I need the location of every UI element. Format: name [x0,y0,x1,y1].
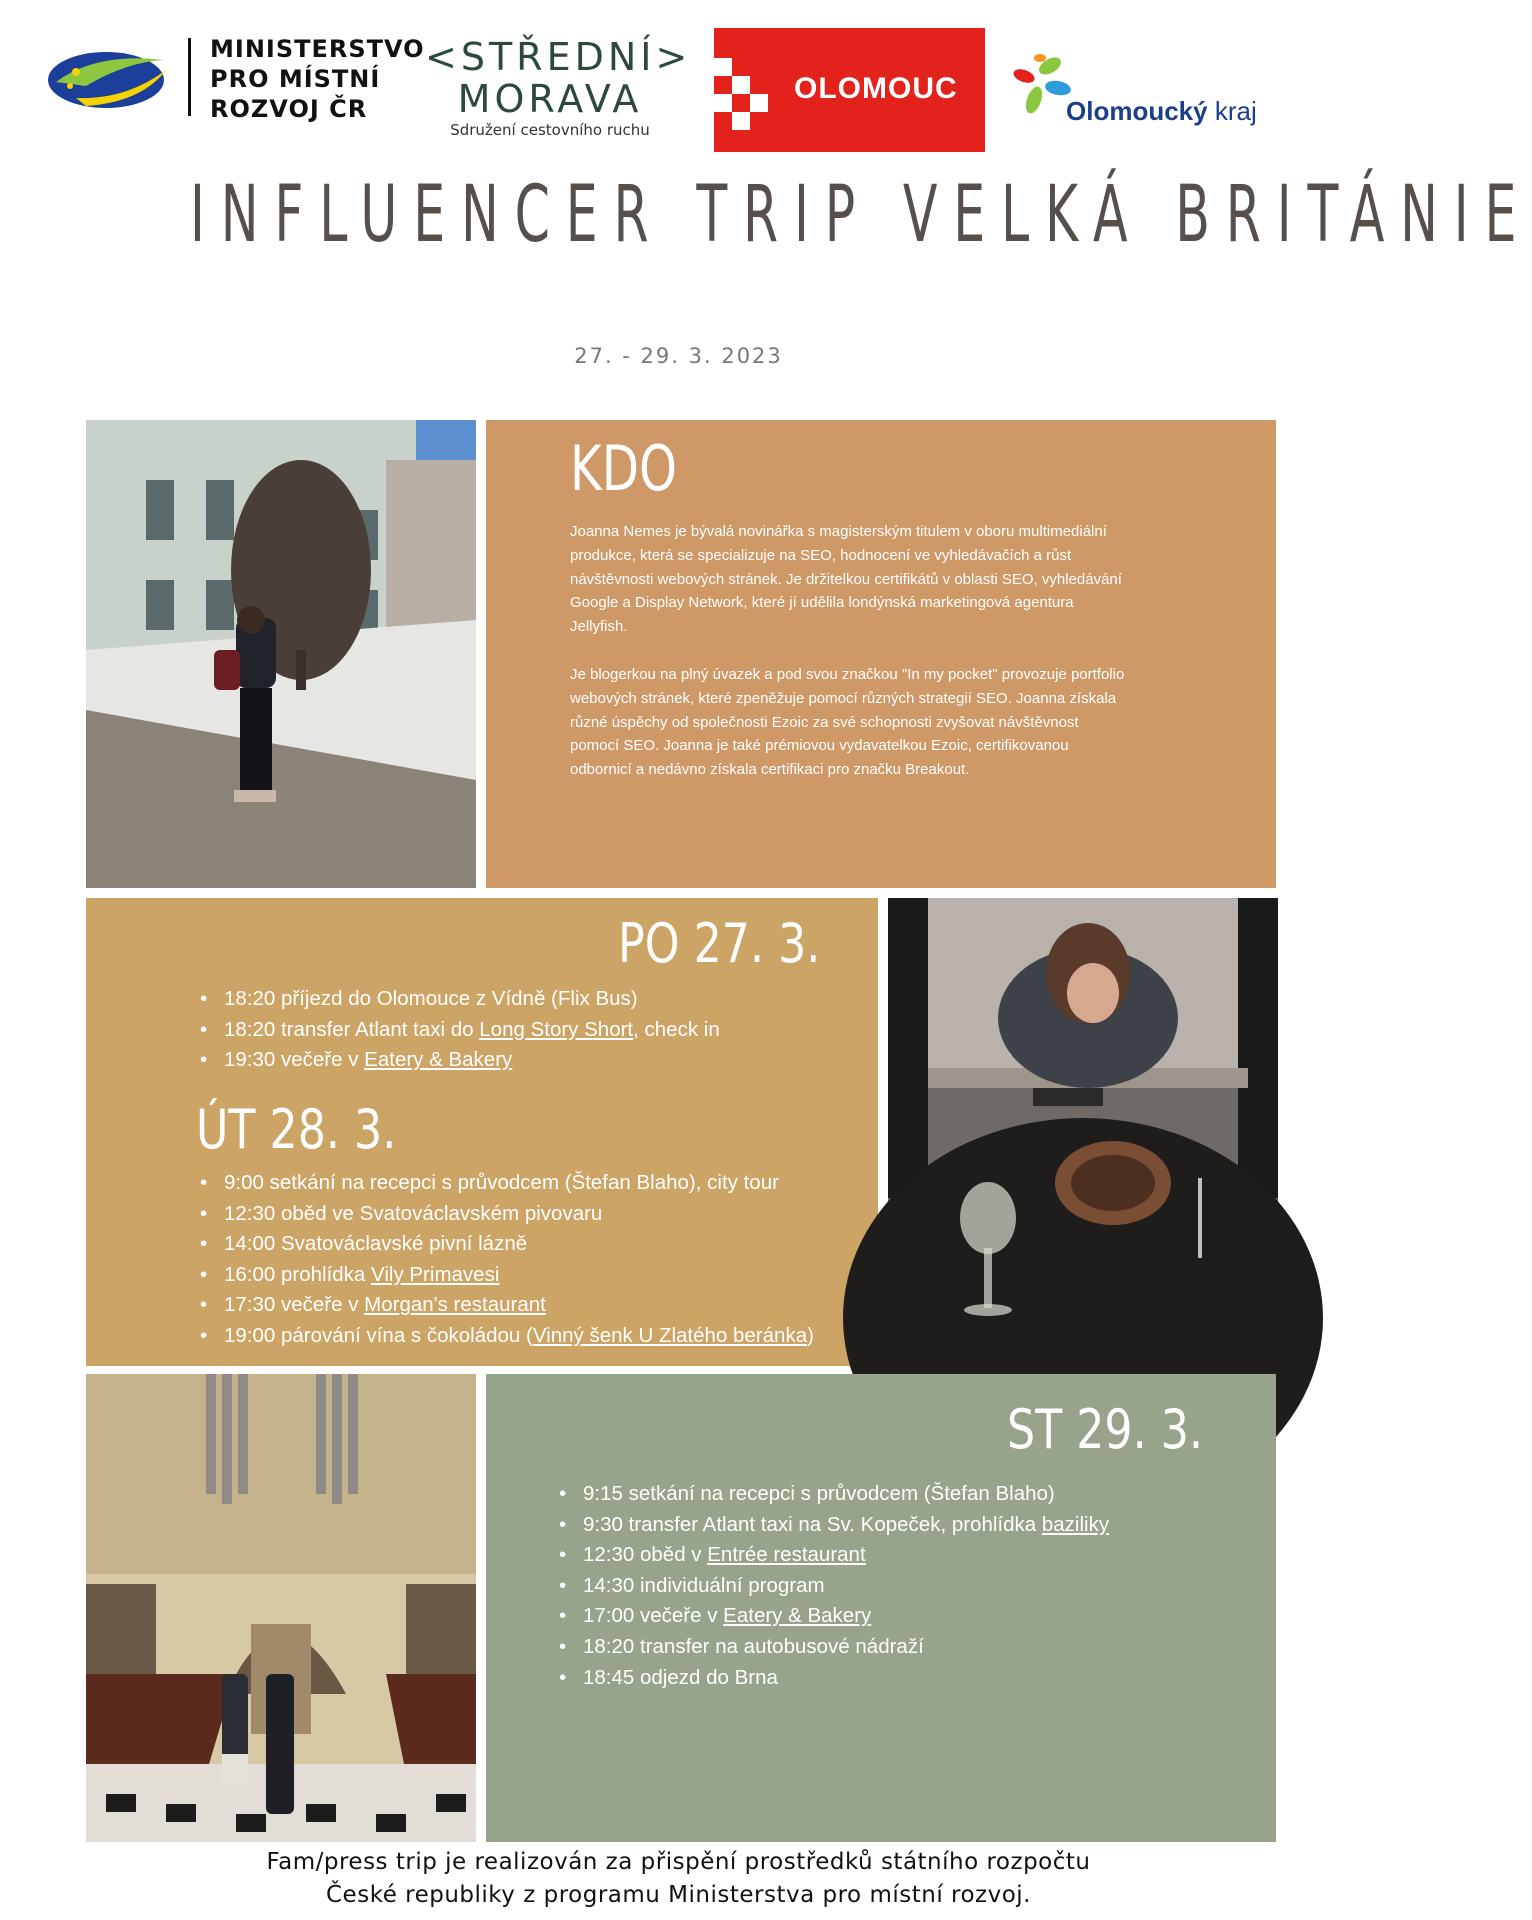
stredni-morava-subtitle: Sdružení cestovního ruchu [450,121,650,139]
schedule-item-text: 19:00 párování vína s čokoládou ( [224,1323,533,1347]
schedule-item [196,1229,814,1260]
kdo-paragraph-1: Joanna Nemes je bývalá novinářka s magisterským titulem v oboru multimediální produkce, která se specializuje na SEO, hodnocení ve vyhledávačích a růst návštěvnosti webových stránek. Je držitelkou certifikátů v oblasti SEO, vyhledávání Google a Display Network, které jí udělila londýnská marketingová agentura Jellyfish. [570,523,1122,636]
schedule-item-text: 14:30 individuální program [583,1573,825,1597]
schedule-item [555,1540,1109,1571]
mmr-line-1: MINISTERSTVO [210,35,425,63]
schedule-item-text: 16:00 prohlídka [224,1262,372,1286]
link-vily-primavesi[interactable]: Vily Primavesi [371,1262,500,1286]
schedule-item [555,1632,1109,1663]
olomoucky-kraj-text [1066,96,1257,127]
schedule-item-text-after: ) [807,1323,814,1347]
stredni-morava-line-1: <STŘEDNÍ> [425,35,692,79]
photo-basilica [86,1374,476,1842]
link-eatery-bakery[interactable]: Eatery & Bakery [723,1604,872,1628]
kdo-description [570,520,1130,806]
olomouc-checker-icon [714,28,774,152]
mmr-divider [188,38,191,116]
schedule-item [196,1321,814,1352]
schedule-item [196,1045,720,1076]
mmr-logo [46,42,172,114]
stredni-morava-line-2: MORAVA [457,77,643,121]
olomoucky-kraj-logo [1010,52,1072,124]
schedule-item [555,1601,1109,1632]
page-title: INFLUENCER TRIP VELKÁ BRITÁNIE [189,170,1532,260]
schedule-item-text: 17:30 večeře v [224,1293,365,1317]
schedule-st [555,1479,1109,1693]
schedule-item-text: 18:20 příjezd do Olomouce z Vídně (Flix Bus) [224,987,638,1010]
link-baziliky[interactable]: baziliky [1041,1512,1110,1536]
link-vinny-senk[interactable]: Vinný šenk U Zlatého beránka [532,1323,808,1347]
schedule-item [555,1479,1109,1510]
schedule-item-text: 17:00 večeře v [583,1604,724,1628]
schedule-item-text: 9:15 setkání na recepci s průvodcem (Štefan Blaho) [583,1482,1055,1505]
stredni-morava-logo [425,35,692,140]
flower-icon [1010,52,1072,124]
day-heading-st: ST 29. 3. [1007,1398,1203,1461]
olomoucky-kraj-light: kraj [1214,96,1257,126]
schedule-ut [196,1168,814,1352]
mmr-line-3: ROZVOJ ČR [210,95,368,123]
olomouc-logo-text: OLOMOUC [794,72,958,105]
funding-footer [0,1846,1357,1912]
schedule-item [196,1015,720,1046]
schedule-item-text: 9:00 setkání na recepci s průvodcem (Štefan Blaho), city tour [224,1171,779,1194]
schedule-item-text: 14:00 Svatováclavské pivní lázně [224,1232,528,1256]
schedule-item-text: 19:30 večeře v [224,1048,365,1072]
footer-line-2: České republiky z programu Ministerstva pro místní rozvoj. [326,1882,1031,1908]
schedule-item [555,1571,1109,1602]
schedule-item [196,984,720,1015]
footer-line-1: Fam/press trip je realizován za přispění prostředků státního rozpočtu [266,1849,1091,1875]
link-morgans-restaurant[interactable]: Morgan's restaurant [364,1293,546,1317]
link-entree-restaurant[interactable]: Entrée restaurant [707,1543,866,1567]
kdo-paragraph-2: Je blogerkou na plný úvazek a pod svou značkou "In my pocket" provozuje portfolio webových stránek, které zpeněžuje pomocí různých strategií SEO. Joanna získala různé úspěchy od společnosti Ezoic za své schopnosti zvyšovat návštěvnost pomocí SEO. Joanna je také prémiovou vydavatelkou Ezoic, certifikovanou odbornicí a nedávno získala certifikaci pro značku Breakout. [570,665,1125,779]
olomoucky-kraj-bold: Olomoucký [1066,96,1208,126]
date-range: 27. - 29. 3. 2023 [574,344,783,368]
schedule-item-text: 18:20 transfer Atlant taxi do [224,1017,480,1041]
schedule-item-text: 18:45 odjezd do Brna [583,1665,778,1689]
mmr-line-2: PRO MÍSTNÍ [210,65,381,93]
link-eatery-bakery[interactable]: Eatery & Bakery [364,1048,513,1072]
kdo-heading: KDO [570,432,678,505]
mmr-logo-text [210,34,425,124]
schedule-item-text: 12:30 oběd ve Svatováclavském pivovaru [224,1201,603,1225]
schedule-item-text: 9:30 transfer Atlant taxi na Sv. Kopeček, prohlídka [583,1512,1042,1536]
schedule-item [196,1168,814,1199]
schedule-item [555,1510,1109,1541]
photo-courtyard [86,420,476,888]
schedule-item [555,1663,1109,1694]
schedule-item-text: 12:30 oběd v [583,1543,708,1567]
photo-restaurant [888,898,1278,1366]
day-heading-po: PO 27. 3. [618,912,821,975]
day-heading-ut: ÚT 28. 3. [196,1098,397,1161]
schedule-po [196,984,720,1076]
schedule-item-text-after: , check in [633,1017,720,1041]
schedule-item [196,1199,814,1230]
link-long-story-short[interactable]: Long Story Short [479,1017,634,1041]
schedule-item [196,1260,814,1291]
schedule-item-text: 18:20 transfer na autobusové nádraží [583,1634,924,1658]
schedule-item [196,1290,814,1321]
mmr-emblem-icon [46,42,172,114]
